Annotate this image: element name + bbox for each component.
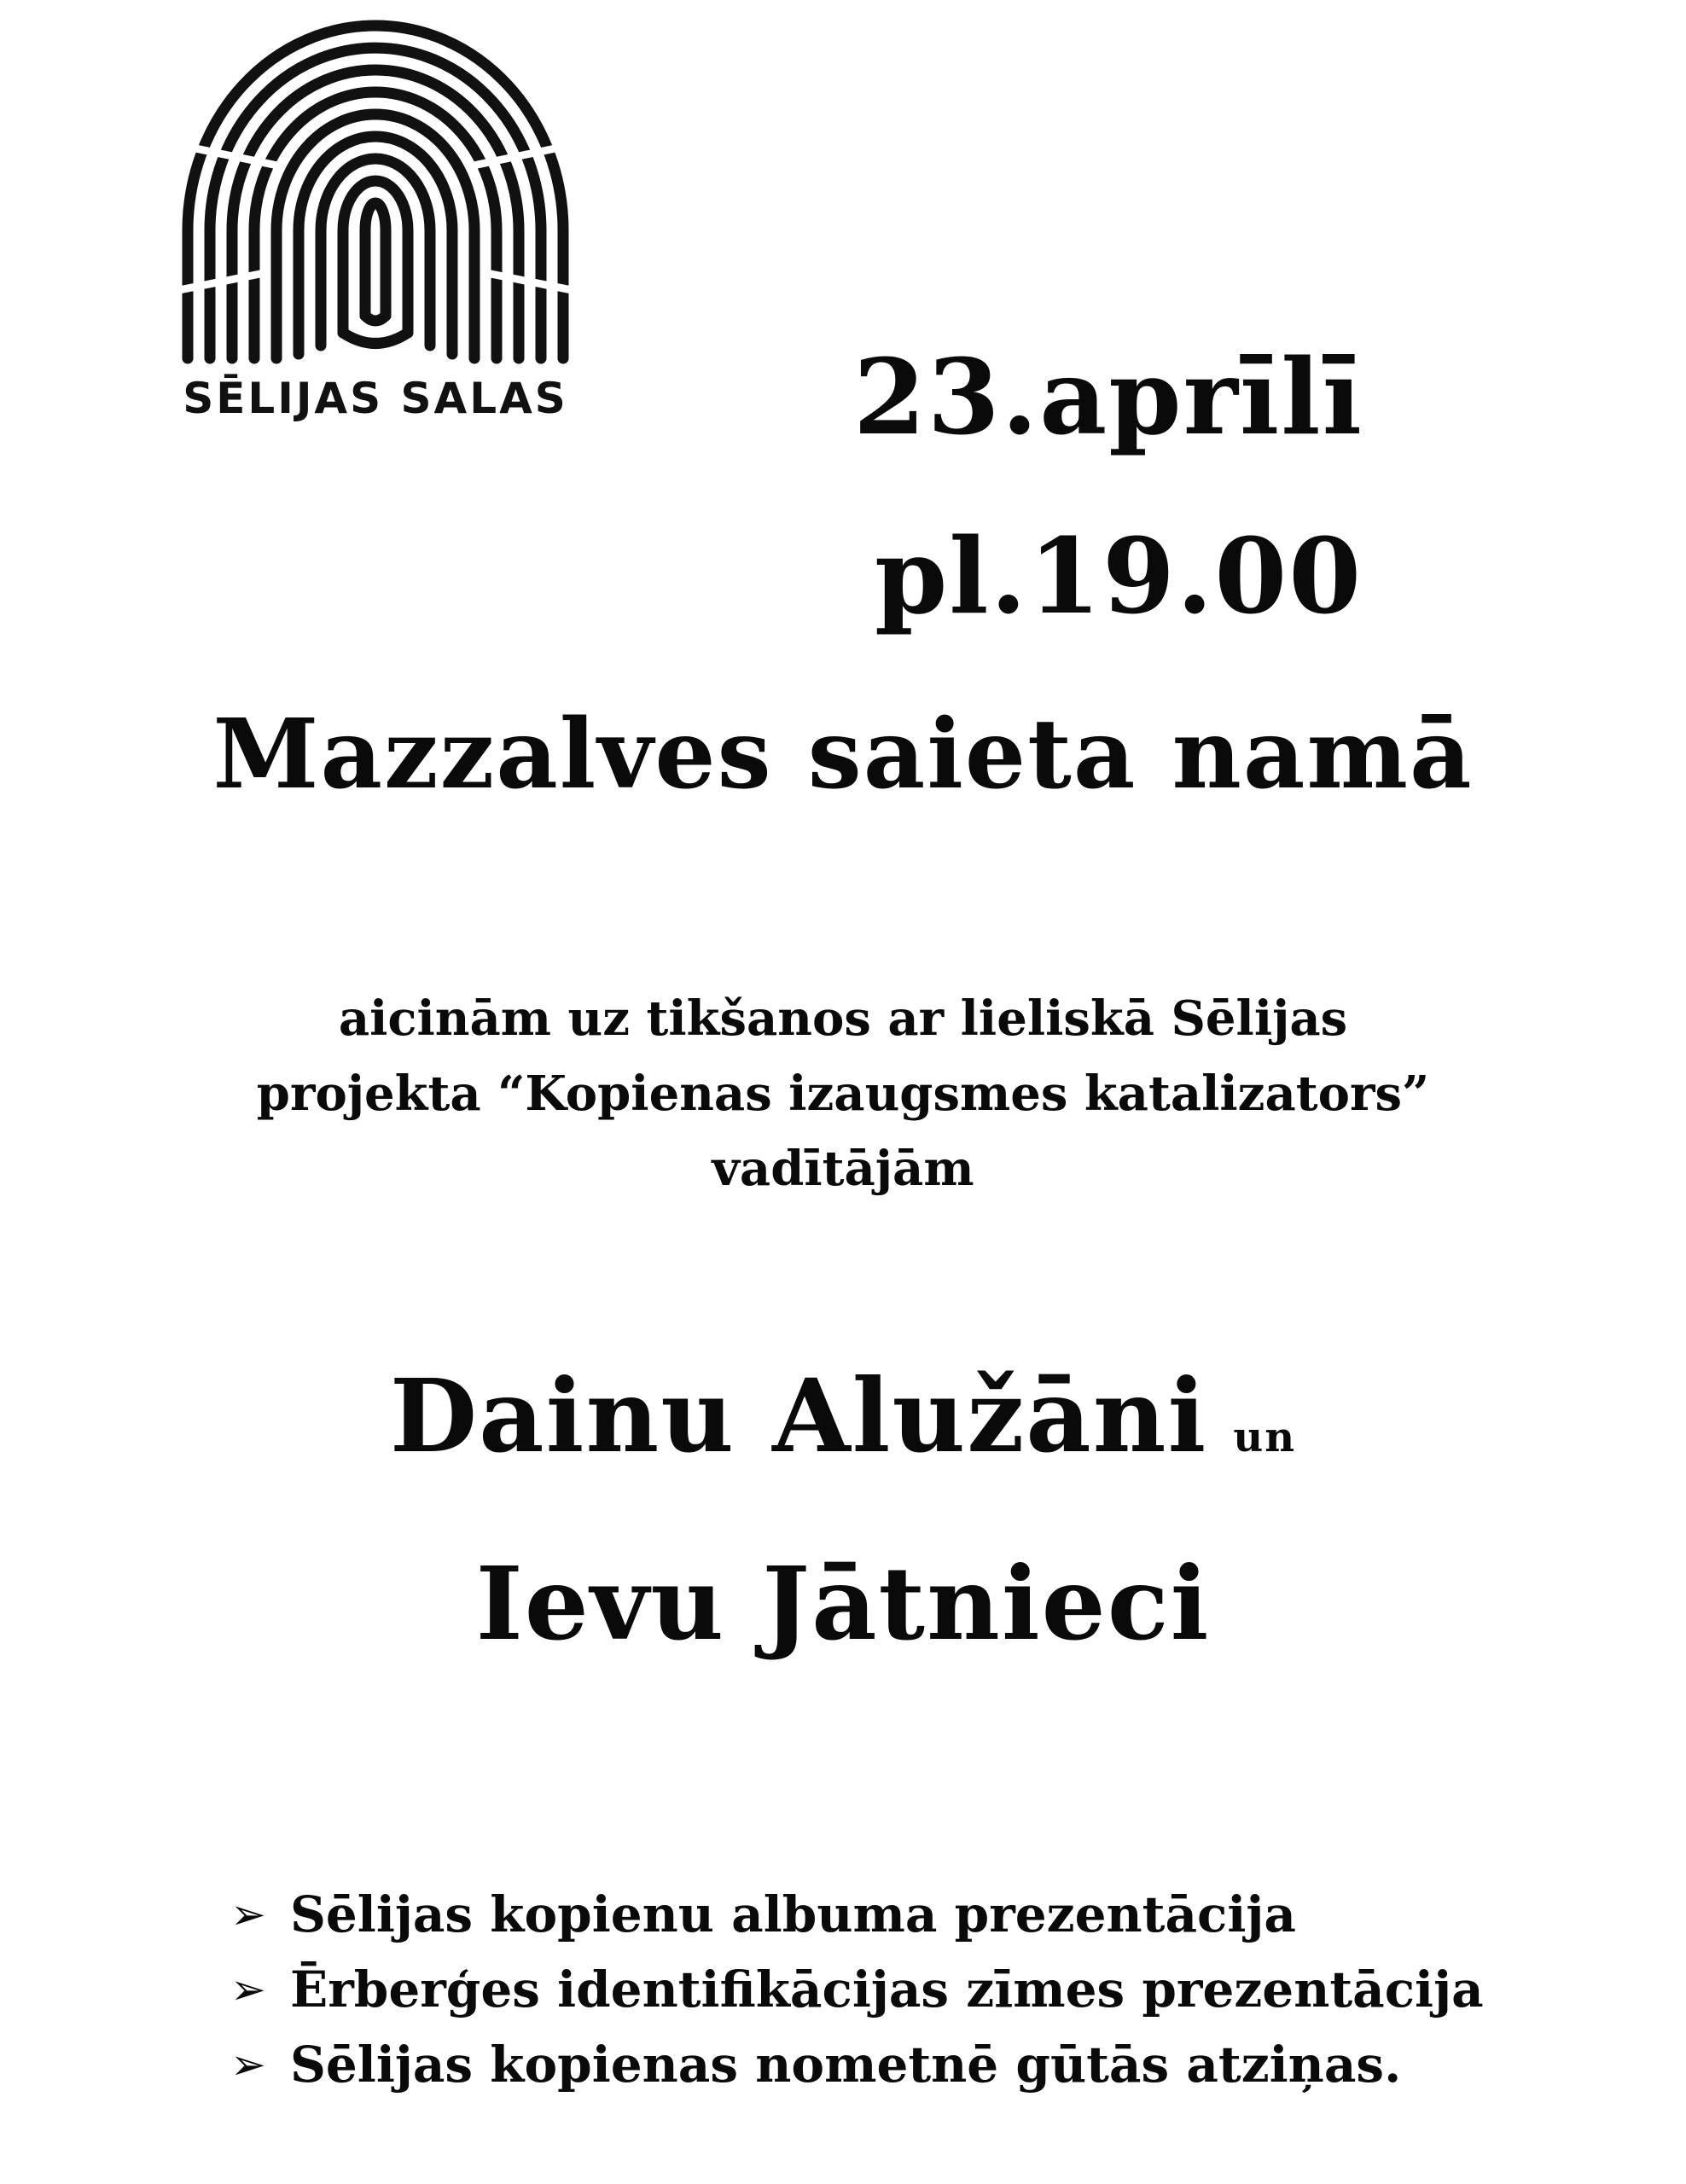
invitation-line: aicinām uz tikšanos ar lieliskā Sēlijas	[338, 990, 1348, 1047]
invitation-line: projekta “Kopienas izaugsmes katalizators”	[256, 1066, 1430, 1122]
logo-wordmark: SĒLIJAS SALAS	[183, 374, 568, 423]
host-first-line	[0, 1356, 1686, 1497]
agenda-item-text: Sēlijas kopienu albuma prezentācija	[290, 1885, 1296, 1943]
list-item	[230, 1952, 1638, 2027]
event-venue: Mazzalves saieta namā	[212, 699, 1474, 810]
arrow-bullet-icon: ➢	[230, 2040, 266, 2089]
event-date: 23.aprīlī	[853, 335, 1363, 458]
host-second-name: Ievu Jātnieci	[475, 1544, 1211, 1663]
arrow-bullet-icon: ➢	[230, 1965, 266, 2014]
arrow-bullet-icon: ➢	[230, 1890, 266, 1939]
agenda-item-text: Ērberģes identifikācijas zīmes prezentācija	[290, 1960, 1484, 2018]
host-first-name: Dainu Alužāni	[389, 1356, 1208, 1475]
invitation-line: vadītājām	[712, 1141, 974, 1197]
agenda-list	[230, 1877, 1638, 2102]
list-item	[230, 2027, 1638, 2102]
list-item	[230, 1877, 1638, 1952]
selijas-salas-logo	[179, 17, 572, 435]
event-time: pl.19.00	[875, 514, 1363, 637]
agenda-item-text: Sēlijas kopienas nometnē gūtās atziņas.	[290, 2036, 1402, 2094]
host-conjunction: un	[1233, 1414, 1297, 1461]
fingerprint-icon	[179, 17, 572, 367]
invitation-text	[0, 981, 1686, 1206]
